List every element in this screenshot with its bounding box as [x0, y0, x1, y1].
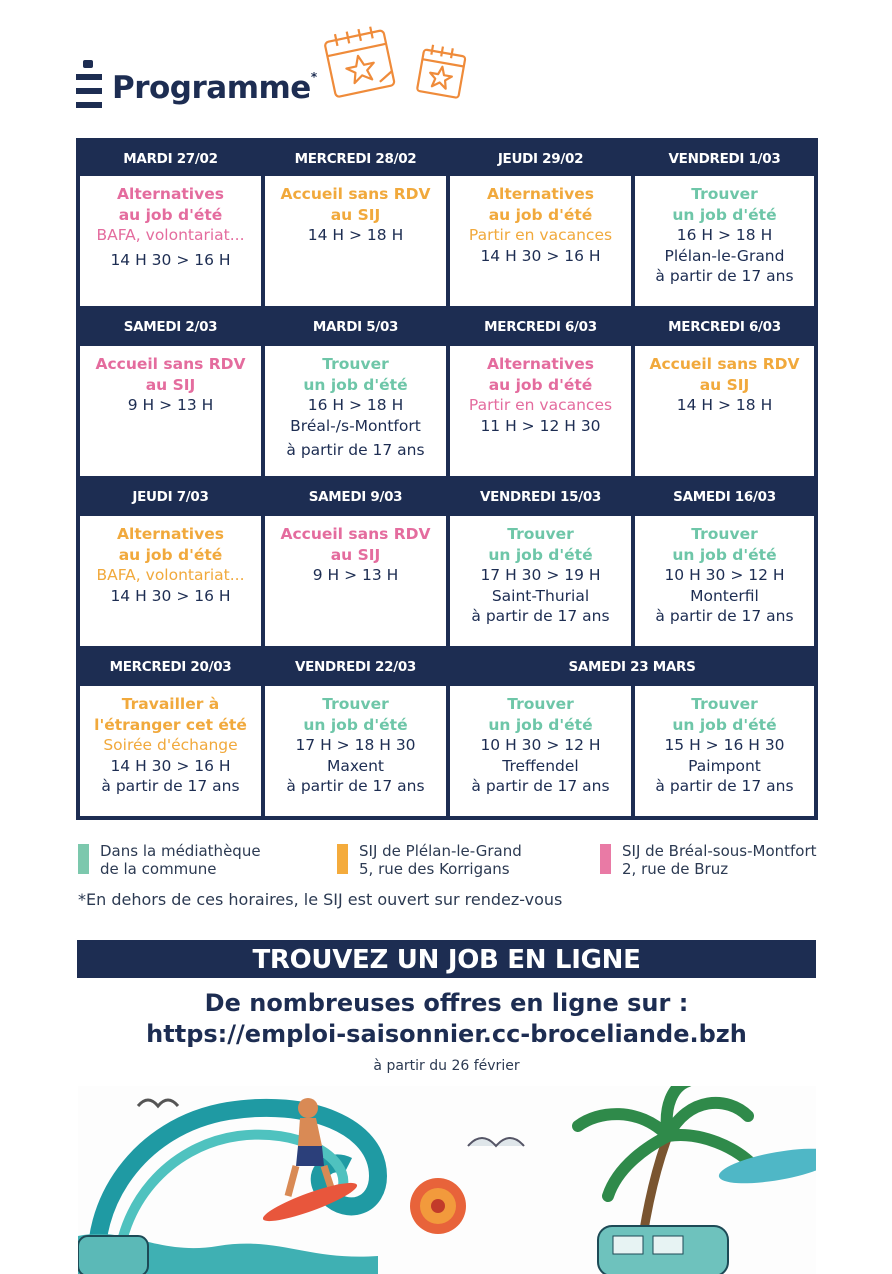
day-header: MARDI 27/02 [123, 151, 218, 167]
legend-swatch [600, 844, 611, 874]
event-cell: Alternatives au job d'été Partir en vacances 11 H > 12 H 30 [450, 346, 631, 476]
calendar-icon [318, 25, 468, 105]
day-header: MERCREDI 6/03 [484, 319, 597, 335]
day-header: VENDREDI 15/03 [479, 489, 602, 505]
day-header: MERCREDI 20/03 [109, 659, 232, 675]
legend-item-breal: SIJ de Bréal-sous-Montfort 2, rue de Bruz [600, 842, 817, 878]
schedule-grid [76, 138, 818, 820]
event-cell: Trouver un job d'été 15 H > 16 H 30 Paimpont à partir de 17 ans [635, 686, 814, 816]
event-cell: Trouver un job d'été 17 H 30 > 19 H Saint-Thurial à partir de 17 ans [450, 516, 631, 646]
event-cell: Alternatives au job d'été BAFA, volontariat... 14 H 30 > 16 H [80, 176, 261, 306]
event-cell: Trouver un job d'été 10 H 30 > 12 H Monterfil à partir de 17 ans [635, 516, 814, 646]
day-header: SAMEDI 16/03 [673, 489, 776, 505]
job-site-link[interactable]: https://emploi-saisonnier.cc-broceliande.bzh [146, 1020, 747, 1048]
event-cell: Accueil sans RDV au SIJ 14 H > 18 H [635, 346, 814, 476]
event-cell: Trouver un job d'été 16 H > 18 H Bréal-/s-Montfort à partir de 17 ans [265, 346, 446, 476]
day-header: SAMEDI 2/03 [123, 319, 218, 335]
footnote: *En dehors de ces horaires, le SIJ est ouvert sur rendez-vous [78, 890, 563, 909]
event-cell: Accueil sans RDV au SIJ 14 H > 18 H [265, 176, 446, 306]
page-title: Programme* [112, 70, 317, 106]
legend-swatch [78, 844, 89, 874]
event-cell: Accueil sans RDV au SIJ 9 H > 13 H [265, 516, 446, 646]
day-header: MERCREDI 28/02 [294, 151, 417, 167]
day-header: MERCREDI 6/03 [668, 319, 781, 335]
legend-item-mediatheque: Dans la médiathèque de la commune [78, 842, 261, 878]
online-offers: De nombreuses offres en ligne sur : https://emploi-saisonnier.cc-broceliande.bzh [77, 988, 816, 1050]
programme-logo-icon [76, 60, 102, 110]
event-cell: Trouver un job d'été 10 H 30 > 12 H Treffendel à partir de 17 ans [450, 686, 631, 816]
day-header: VENDREDI 22/03 [294, 659, 417, 675]
event-cell: Travailler à l'étranger cet été Soirée d'échange 14 H 30 > 16 H à partir de 17 ans [80, 686, 261, 816]
day-header: SAMEDI 23 MARS [568, 659, 696, 675]
legend-item-plelan: SIJ de Plélan-le-Grand 5, rue des Korrigans [337, 842, 522, 878]
day-header: VENDREDI 1/03 [668, 151, 781, 167]
event-cell: Trouver un job d'été 16 H > 18 H Plélan-le-Grand à partir de 17 ans [635, 176, 814, 306]
summer-illustration [78, 1086, 816, 1274]
online-since: à partir du 26 février [373, 1058, 520, 1074]
online-banner: TROUVEZ UN JOB EN LIGNE [77, 940, 816, 978]
legend-swatch [337, 844, 348, 874]
day-header: SAMEDI 9/03 [308, 489, 403, 505]
day-header: MARDI 5/03 [312, 319, 399, 335]
day-header: JEUDI 7/03 [132, 489, 209, 505]
event-cell: Alternatives au job d'été BAFA, volontariat... 14 H 30 > 16 H [80, 516, 261, 646]
event-cell: Trouver un job d'été 17 H > 18 H 30 Maxent à partir de 17 ans [265, 686, 446, 816]
day-header: JEUDI 29/02 [497, 151, 584, 167]
event-cell: Accueil sans RDV au SIJ 9 H > 13 H [80, 346, 261, 476]
event-cell: Alternatives au job d'été Partir en vacances 14 H 30 > 16 H [450, 176, 631, 306]
